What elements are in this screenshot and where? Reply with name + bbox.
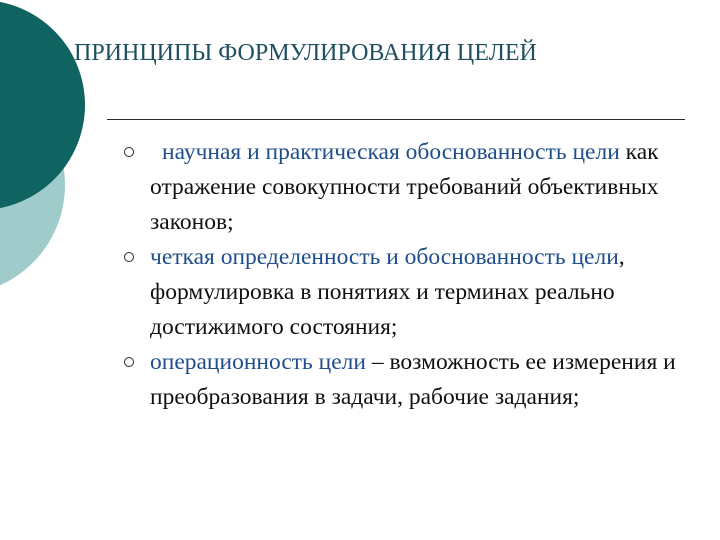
bullet-circle-icon: [124, 147, 134, 157]
bullet-list: [150, 135, 710, 415]
bullet-circle-icon: [124, 252, 134, 262]
bullet-text: как отражение совокупности требований объективных законов;: [150, 139, 659, 235]
slide-title: ПРИНЦИПЫ ФОРМУЛИРОВАНИЯ ЦЕЛЕЙ: [74, 40, 537, 66]
bullet-circle-icon: [124, 357, 134, 367]
bullet-item: [150, 345, 710, 415]
dark-teal-circle: [0, 0, 85, 210]
bullet-text: – возможность ее измерения и преобразования в задачи, рабочие задания;: [150, 349, 676, 410]
bullet-item: [150, 240, 710, 345]
bullet-text: , формулировка в понятиях и терминах реально достижимого состояния;: [150, 244, 625, 340]
title-divider: [107, 119, 685, 120]
bullet-item: [150, 135, 710, 240]
bullet-highlight: четкая определенность и обоснованность цели: [150, 244, 619, 270]
bullet-highlight: операционность цели: [150, 349, 366, 375]
bullet-highlight: научная и практическая обоснованность цели: [162, 139, 620, 165]
